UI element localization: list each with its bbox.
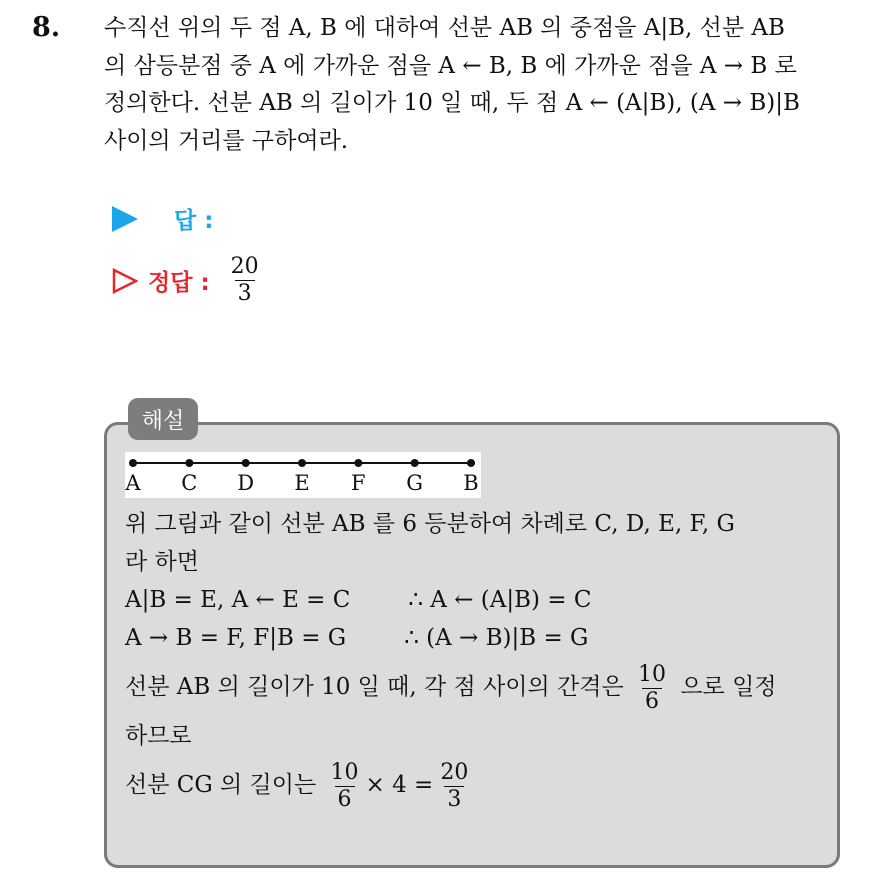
outline-triangle-icon [112,268,138,294]
equation: A|B = E, A ← E = C [125,587,351,613]
question-text [104,10,874,160]
fraction [437,760,471,813]
solution-tag: 해설 [128,398,198,440]
point-label-E: E [294,471,310,495]
question-line: 수직선 위의 두 점 A, B 에 대하여 선분 AB 의 중점을 A|B, 선분 AB [104,15,785,41]
point-label-C: C [181,471,198,495]
point-label-D: D [237,471,255,495]
fraction-numerator: 10 [638,661,667,687]
point-F [354,459,362,467]
correct-answer-fraction [228,254,262,307]
point-label-A: A [125,471,141,495]
number-line-figure [125,452,481,498]
fraction-denominator: 3 [444,786,464,813]
solution-line: 라 하면 [125,549,199,575]
answer-row [112,202,213,235]
solution-text [125,505,845,815]
text: × 4 = [365,772,434,798]
conclusion: ∴ A ← (A|B) = C [408,587,592,613]
point-E [298,459,306,467]
fraction-denominator: 6 [642,688,662,715]
point-label-F: F [351,471,366,495]
solution-line [125,755,845,815]
point-C [185,459,193,467]
solution-line: 하므로 [125,723,192,749]
text: 선분 AB 의 길이가 10 일 때, 각 점 사이의 간격은 [125,674,624,700]
conclusion: ∴ (A → B)|B = G [404,625,589,651]
point-label-B: B [463,471,479,495]
fraction-numerator: 20 [440,759,469,785]
fraction-denominator: 6 [335,786,355,813]
question-line: 의 삼등분점 중 A 에 가까운 점을 A ← B, B 에 가까운 점을 A → B 로 [104,52,797,79]
correct-answer-label: 정답 : [148,270,210,296]
point-D [242,459,250,467]
question-line: 정의한다. 선분 AB 의 길이가 10 일 때, 두 점 A ← (A|B), (A → B)|B [104,90,800,116]
point-label-G: G [406,471,424,495]
question-number: 8. [32,12,61,43]
point-B [467,459,475,467]
text: 으로 일정 [680,674,777,700]
fraction [328,760,362,813]
question-line: 사이의 거리를 구하여라. [104,127,349,154]
point-G [411,459,419,467]
fraction-denominator: 3 [235,280,255,307]
correct-answer-row [112,254,266,307]
fraction [635,662,669,715]
play-triangle-icon [112,206,138,232]
fraction-numerator: 10 [330,759,359,785]
fraction-numerator: 20 [230,254,259,279]
solution-line [125,657,845,717]
number-line [125,452,481,498]
point-A [129,459,137,467]
answer-label: 답 : [174,208,214,234]
equation: A → B = F, F|B = G [125,625,347,651]
solution-line [125,619,845,657]
solution-line [125,581,845,619]
solution-line: 위 그림과 같이 선분 AB 를 6 등분하여 차례로 C, D, E, F, G [125,511,735,537]
text: 선분 CG 의 길이는 [125,772,317,798]
